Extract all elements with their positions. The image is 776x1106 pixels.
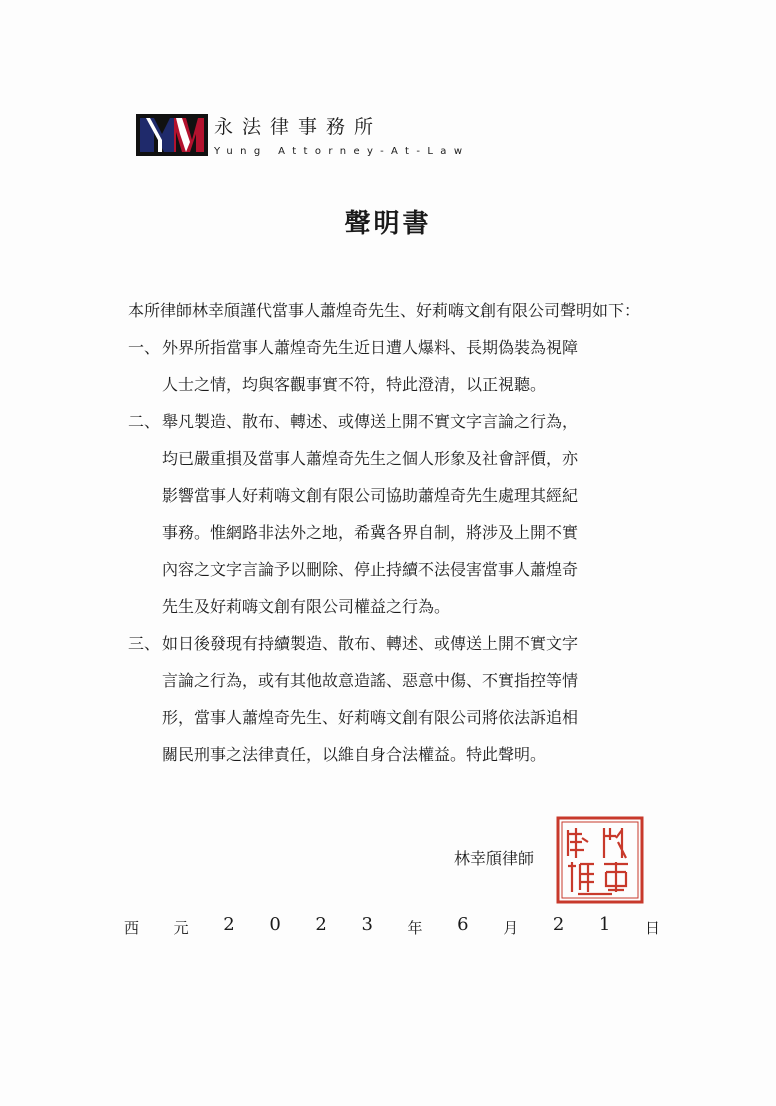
item-number: 三、 [128, 634, 161, 653]
item-line: 事務。惟網路非法外之地，希冀各界自制，將涉及上開不實 [162, 523, 579, 542]
item-line: 人士之情，均與客觀事實不符，特此澄清，以正視聽。 [162, 375, 547, 394]
date-day-label: 日 [644, 919, 660, 937]
date-day-digit: 2 [552, 914, 565, 935]
statement-item-2 [128, 403, 664, 625]
item-number: 一、 [128, 338, 161, 357]
firm-name-en: Yung Attorney-At-Law [214, 146, 470, 157]
date-year-digit: 2 [223, 914, 235, 935]
date-day-digit: 1 [598, 914, 611, 935]
date-year-digit: 2 [315, 914, 327, 935]
date-era-char: 西 [124, 919, 140, 937]
item-number: 二、 [128, 412, 161, 431]
date-month: 6 [457, 914, 469, 935]
statement-item-1 [128, 329, 664, 403]
letterhead [136, 114, 469, 160]
signer-name: 林幸頎律師 [454, 849, 535, 868]
date-era-char: 元 [173, 919, 189, 937]
item-line: 影響當事人好莉嗨文創有限公司協助蕭煌奇先生處理其經紀 [162, 486, 579, 505]
statement-body [128, 292, 664, 773]
item-line: 均已嚴重損及當事人蕭煌奇先生之個人形象及社會評價，亦 [162, 449, 579, 468]
item-line: 關民刑事之法律責任，以維自身合法權益。特此聲明。 [162, 745, 547, 764]
date-year-digit: 0 [269, 914, 281, 935]
date-year-digit: 3 [361, 914, 373, 935]
document-title: 聲明書 [344, 209, 432, 239]
item-line: 如日後發現有持續製造、散布、轉述、或傳送上開不實文字 [162, 634, 579, 653]
item-line: 形，當事人蕭煌奇先生、好莉嗨文創有限公司將依法訴追相 [162, 708, 579, 727]
lawyer-seal-icon [556, 816, 644, 904]
item-line: 言論之行為，或有其他故意造謠、惡意中傷、不實指控等情 [162, 671, 579, 690]
statement-item-3 [128, 625, 664, 773]
document-date [124, 914, 660, 938]
item-line: 先生及好莉嗨文創有限公司權益之行為。 [162, 597, 451, 616]
item-line: 舉凡製造、散布、轉述、或傳送上開不實文字言論之行為， [162, 412, 579, 431]
firm-name-cn: 永法律事務所 [214, 116, 383, 138]
firm-logo-icon [136, 114, 208, 156]
intro-paragraph: 本所律師林幸頎謹代當事人蕭煌奇先生、好莉嗨文創有限公司聲明如下： [128, 301, 641, 320]
item-line: 內容之文字言論予以刪除、停止持續不法侵害當事人蕭煌奇 [162, 560, 579, 579]
date-year-label: 年 [407, 919, 423, 937]
item-line: 外界所指當事人蕭煌奇先生近日遭人爆料、長期偽裝為視障 [162, 338, 579, 357]
date-month-label: 月 [503, 919, 519, 937]
